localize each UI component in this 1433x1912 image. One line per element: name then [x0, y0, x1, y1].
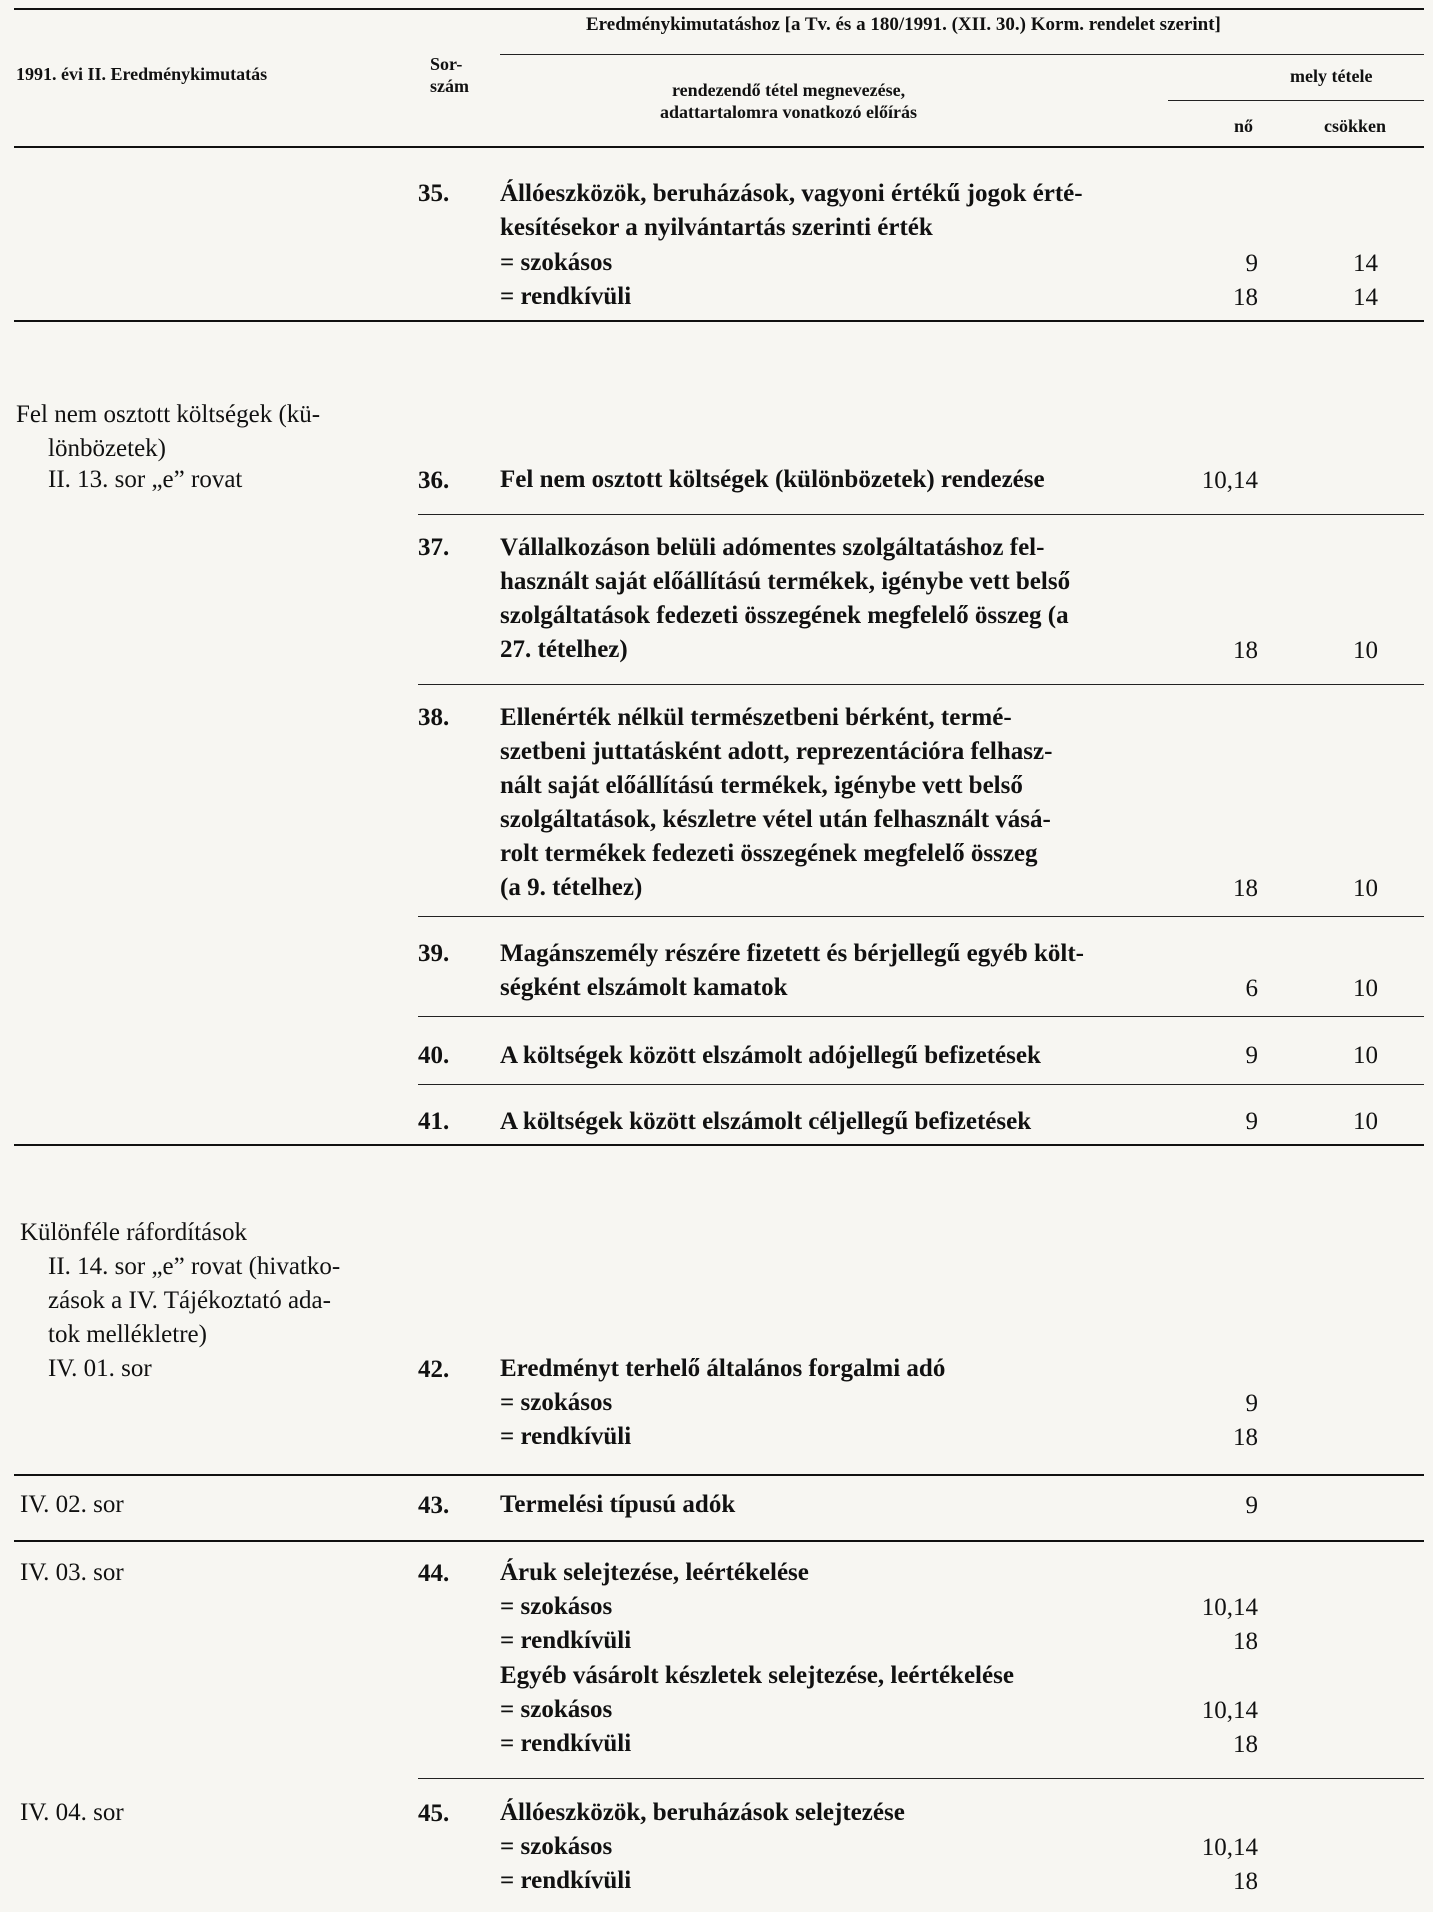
- header-col-changes: mely tétele: [1290, 66, 1373, 86]
- value-no: 9: [1245, 1492, 1258, 1519]
- header-col-sorszam-2: szám: [430, 76, 469, 96]
- row-number: 37.: [418, 534, 450, 561]
- value-no: 10,14: [1201, 1697, 1258, 1724]
- item-rule: [418, 1084, 1424, 1085]
- header-changes-rule: [1168, 100, 1424, 101]
- item-text-line: Egyéb vásárolt készletek selejtezése, leértékelése: [500, 1662, 1014, 1689]
- sub-item-label: = szokásos: [500, 1696, 613, 1723]
- item-rule: [418, 1016, 1424, 1017]
- item-rule: [418, 684, 1424, 685]
- group-title: lönbözetek): [48, 435, 167, 462]
- header-col-item-2: adattartalomra vonatkozó előírás: [660, 102, 917, 122]
- item-text-line: rolt termékek fedezeti összegének megfelelő összeg: [500, 840, 1038, 867]
- value-no: 18: [1233, 1868, 1258, 1895]
- item-text-line: Termelési típusú adók: [500, 1491, 736, 1518]
- value-no: 18: [1233, 637, 1258, 664]
- item-text-line: Magánszemély részére fizetett és bérjellegű egyéb költ-: [500, 940, 1085, 967]
- value-no: 9: [1245, 250, 1258, 277]
- sub-item-label: = szokásos: [500, 1833, 613, 1860]
- item-text-line: Áruk selejtezése, leértékelése: [500, 1559, 809, 1586]
- section-rule: [14, 1474, 1424, 1476]
- value-no: 18: [1233, 875, 1258, 902]
- value-no: 9: [1245, 1108, 1258, 1135]
- value-csokken: 10: [1353, 875, 1378, 902]
- item-text-line: Fel nem osztott költségek (különbözetek) rendezése: [500, 466, 1045, 493]
- header-title: Eredménykimutatáshoz [a Tv. és a 180/1991. (XII. 30.) Korm. rendelet szerint]: [586, 14, 1221, 35]
- sub-item-label: = rendkívüli: [500, 1730, 632, 1757]
- sub-item-label: = szokásos: [500, 1593, 613, 1620]
- item-text-line: kesítésekor a nyilvántartás szerinti érték: [500, 214, 933, 241]
- group-reference: IV. 02. sor: [20, 1491, 124, 1518]
- value-csokken: 10: [1353, 1108, 1378, 1135]
- section-rule: [14, 320, 1424, 322]
- sub-item-label: = szokásos: [500, 1389, 613, 1416]
- value-csokken: 10: [1353, 637, 1378, 664]
- item-text-line: A költségek között elszámolt adójellegű befizetések: [500, 1042, 1041, 1069]
- item-text-line: szolgáltatások fedezeti összegének megfelelő összeg (a: [500, 602, 1069, 629]
- header-col-report: 1991. évi II. Eredménykimutatás: [16, 64, 268, 84]
- sub-item-label: = rendkívüli: [500, 1423, 632, 1450]
- group-text-line: II. 14. sor „e” rovat (hivatko-: [48, 1253, 341, 1280]
- row-number: 41.: [418, 1108, 450, 1135]
- row-number: 38.: [418, 704, 450, 731]
- group-reference: IV. 01. sor: [48, 1355, 152, 1382]
- item-text-line: nált saját előállítású termékek, igénybe vett belső: [500, 772, 1023, 799]
- item-text-line: 27. tételhez): [500, 636, 628, 663]
- item-text-line: Ellenérték nélkül természetbeni bérként, termé-: [500, 704, 1012, 731]
- group-title: Különféle ráfordítások: [20, 1219, 248, 1246]
- group-text-line: tok mellékletre): [48, 1321, 207, 1348]
- row-number: 36.: [418, 467, 450, 494]
- item-text-line: A költségek között elszámolt céljellegű befizetések: [500, 1108, 1032, 1135]
- item-text-line: Vállalkozáson belüli adómentes szolgáltatáshoz fel-: [500, 534, 1045, 561]
- value-no: 18: [1233, 284, 1258, 311]
- item-rule: [418, 514, 1424, 515]
- sub-item-label: = szokásos: [500, 249, 613, 276]
- value-no: 10,14: [1201, 467, 1258, 494]
- header-bottom-rule: [14, 146, 1424, 148]
- value-csokken: 14: [1353, 250, 1378, 277]
- value-no: 10,14: [1201, 1834, 1258, 1861]
- item-text-line: (a 9. tételhez): [500, 874, 643, 901]
- item-text-line: használt saját előállítású termékek, igénybe vett belső: [500, 568, 1071, 595]
- row-number: 44.: [418, 1560, 450, 1587]
- value-no: 10,14: [1201, 1594, 1258, 1621]
- row-number: 39.: [418, 940, 450, 967]
- row-number: 43.: [418, 1492, 450, 1519]
- value-csokken: 10: [1353, 975, 1378, 1002]
- value-no: 18: [1233, 1424, 1258, 1451]
- item-rule: [418, 1778, 1424, 1779]
- top-rule: [14, 8, 1424, 10]
- sub-item-label: = rendkívüli: [500, 283, 632, 310]
- item-text-line: szolgáltatások, készletre vétel után felhasznált vásá-: [500, 806, 1051, 833]
- group-reference: II. 13. sor „e” rovat: [48, 466, 243, 493]
- row-number: 40.: [418, 1042, 450, 1069]
- group-title: Fel nem osztott költségek (kü-: [16, 401, 321, 428]
- sub-item-label: = rendkívüli: [500, 1627, 632, 1654]
- group-reference: IV. 03. sor: [20, 1559, 124, 1586]
- value-no: 9: [1245, 1042, 1258, 1069]
- value-no: 18: [1233, 1628, 1258, 1655]
- row-number: 35.: [418, 180, 450, 207]
- item-text-line: Állóeszközök, beruházások selejtezése: [500, 1799, 905, 1826]
- item-text-line: szetbeni juttatásként adott, reprezentációra felhasz-: [500, 738, 1053, 765]
- header-subrule: [500, 54, 1424, 55]
- sub-item-label: = rendkívüli: [500, 1867, 632, 1894]
- value-csokken: 14: [1353, 284, 1378, 311]
- row-number: 45.: [418, 1800, 450, 1827]
- item-text-line: Eredményt terhelő általános forgalmi adó: [500, 1355, 946, 1382]
- value-no: 18: [1233, 1731, 1258, 1758]
- header-col-csokken: csökken: [1324, 116, 1387, 136]
- group-text-line: zások a IV. Tájékoztató ada-: [48, 1287, 331, 1314]
- item-rule: [418, 916, 1424, 917]
- section-rule: [14, 1540, 1424, 1542]
- header-col-no: nő: [1234, 116, 1254, 136]
- header-col-sorszam-1: Sor-: [430, 54, 463, 74]
- group-reference: IV. 04. sor: [20, 1799, 124, 1826]
- header-col-item-1: rendezendő tétel megnevezése,: [672, 80, 906, 100]
- value-csokken: 10: [1353, 1042, 1378, 1069]
- item-text-line: ségként elszámolt kamatok: [500, 974, 788, 1001]
- item-text-line: Állóeszközök, beruházások, vagyoni értékű jogok érté-: [500, 180, 1083, 207]
- value-no: 9: [1245, 1390, 1258, 1417]
- value-no: 6: [1245, 975, 1258, 1002]
- section-rule: [14, 1144, 1424, 1146]
- row-number: 42.: [418, 1356, 450, 1383]
